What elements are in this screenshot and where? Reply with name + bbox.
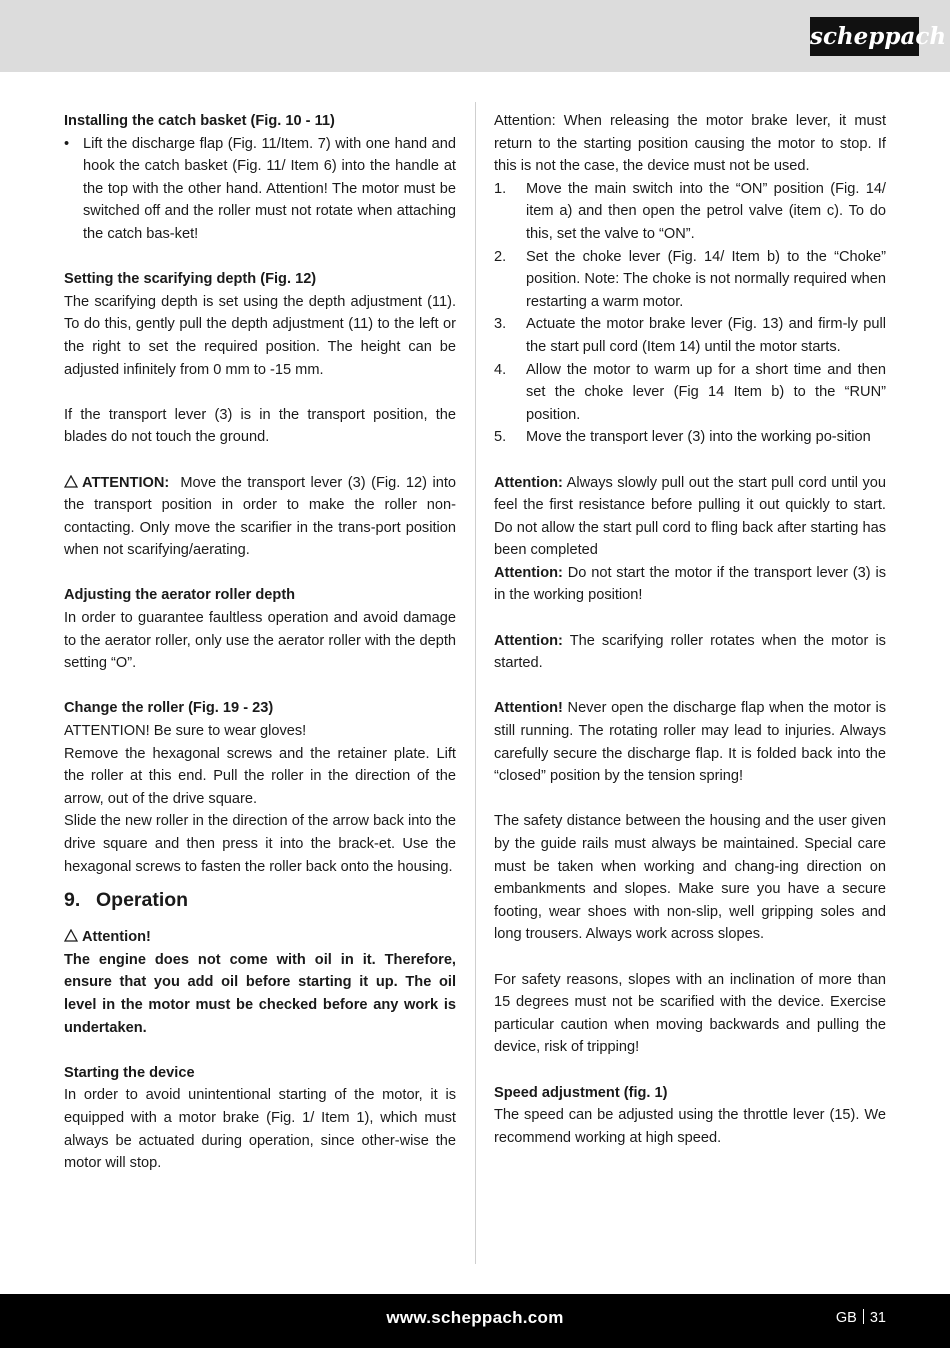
header-bar — [0, 0, 950, 72]
page-separator — [863, 1309, 864, 1324]
speed-adjustment-text: The speed can be adjusted using the throttle lever (15). We recommend working at high speed. — [494, 1107, 886, 1146]
starting-device-heading: Starting the device — [64, 1064, 195, 1081]
change-roller-line-2: Remove the hexagonal screws and the retainer plate. Lift the roller at this end. Pull the roller in the direction of the arrow, out of the drive square. — [64, 745, 456, 807]
transport-lever-attention: Attention: Do not start the motor if the transport lever (3) is in the working position! — [494, 564, 886, 604]
speed-adjustment-heading: Speed adjustment (fig. 1) — [494, 1084, 668, 1101]
safety-distance-text: The safety distance between the housing and the user given by the guide rails must always be maintained. Special care must be taken when working and chang-ing direction on embankments and slopes. Make sure you have a secure footing, wear shoes with non-slip, well gripping soles and long trousers. Always work across slopes. — [494, 813, 886, 943]
list-item: 3. Actuate the motor brake lever (Fig. 13) and firm-ly pull the start pull cord (Item 14) until the motor starts. — [494, 316, 886, 355]
transport-position-text: If the transport lever (3) is in the transport position, the blades do not touch the ground. — [64, 406, 456, 446]
warning-triangle-icon — [64, 475, 78, 488]
warning-triangle-icon — [64, 929, 78, 942]
change-roller-line-3: Slide the new roller in the direction of the arrow back into the drive square and then press it into the brack-et. Use the hexagonal screws to fasten the roller back onto the housing. — [64, 813, 456, 875]
section-heading — [64, 886, 456, 914]
scarifying-depth-text: The scarifying depth is set using the depth adjustment (11). To do this, gently pull the depth adjustment (11) to the left or the right to set the required position. The height can be adjusted infinitely from 0 mm to -15 mm. — [64, 293, 456, 378]
section-number: 9. — [64, 889, 81, 912]
footer-bar — [0, 1294, 950, 1348]
list-item: 5. Move the transport lever (3) into the working po-sition — [494, 429, 871, 446]
attention-text: Move the transport lever (3) (Fig. 12) into the transport position in order to make the roller non-contacting. Only move the scarifier in the trans-port position when not scarifying/aerating. — [64, 474, 457, 559]
website-link[interactable]: www.scheppach.com — [386, 1308, 564, 1327]
oil-attention-label: Attention! — [82, 929, 151, 946]
starting-device-text: In order to avoid unintentional starting of the motor, it is equipped with a motor brake (Fig. 1/ Item 1), which must always be actuated during operation, since other-wise the motor will stop. — [64, 1087, 456, 1172]
motor-brake-text: Attention: When releasing the motor brake lever, it must return to the starting position causing the motor to stop. If this is not the case, the device must not be used. — [494, 113, 886, 175]
catch-basket-heading: Installing the catch basket (Fig. 10 - 11) — [64, 113, 335, 129]
discharge-flap-attention: Attention! Never open the discharge flap when the motor is still running. The rotating roller may lead to injuries. Always carefully secure the discharge flap. It is folded back into the “closed” position by the tension spring! — [494, 700, 886, 785]
aerator-depth-text: In order to guarantee faultless operation and avoid damage to the aerator roller, only use the aerator roller with the depth setting “O”. — [64, 610, 456, 672]
left-column — [64, 110, 456, 1175]
change-roller-line-1: ATTENTION! Be sure to wear gloves! — [64, 723, 307, 740]
language-code: GB — [835, 1310, 857, 1326]
scarifying-depth-heading: Setting the scarifying depth (Fig. 12) — [64, 271, 317, 288]
pull-cord-attention: Attention: Always slowly pull out the start pull cord until you feel the first resistance before pulling it out quickly to start. Do not allow the start pull cord to fling back after starting has been completed — [494, 474, 886, 559]
right-column — [494, 110, 886, 1149]
start-steps-list — [494, 178, 886, 449]
attention-label: ATTENTION: — [82, 474, 170, 491]
aerator-depth-heading: Adjusting the aerator roller depth — [64, 587, 296, 604]
brand-logo: scheppach — [810, 17, 919, 56]
roller-rotates-attention: Attention: The scarifying roller rotates when the motor is started. — [494, 632, 886, 672]
column-divider — [475, 102, 476, 1264]
slope-safety-text: For safety reasons, slopes with an inclination of more than 15 degrees must not be scarified with the device. Exercise particular caution when moving backwards and pulling the device, risk of tripping! — [494, 971, 886, 1056]
change-roller-heading: Change the roller (Fig. 19 - 23) — [64, 700, 274, 717]
section-title: Operation — [96, 889, 189, 912]
catch-basket-bullet: • Lift the discharge flap (Fig. 11/Item. 7) with one hand and hook the catch basket (Fig. 11/ Item 6) into the handle at the top with the other hand. Attention! The motor must be switched off and the roller must not rotate when attaching the catch bas-ket! — [64, 133, 456, 246]
page-indicator — [836, 1294, 886, 1342]
list-item: 4. Allow the motor to warm up for a short time and then set the choke lever (Fig 14 Item b) to the “RUN” position. — [494, 361, 886, 423]
list-item: 1. Move the main switch into the “ON” position (Fig. 14/ item a) and then open the petrol valve (item c). To do this, set the valve to “ON”. — [494, 180, 886, 242]
attention-transport-paragraph — [64, 472, 456, 562]
list-item: 2. Set the choke lever (Fig. 14/ Item b) to the “Choke” position. Note: The choke is not normally required when restarting a warm motor. — [494, 248, 886, 310]
oil-attention-heading — [64, 926, 456, 949]
oil-attention-text: The engine does not come with oil in it. Therefore, ensure that you add oil before starting it up. The oil level in the motor must be checked before any work is undertaken. — [64, 951, 456, 1036]
page-number: 31 — [869, 1310, 886, 1326]
